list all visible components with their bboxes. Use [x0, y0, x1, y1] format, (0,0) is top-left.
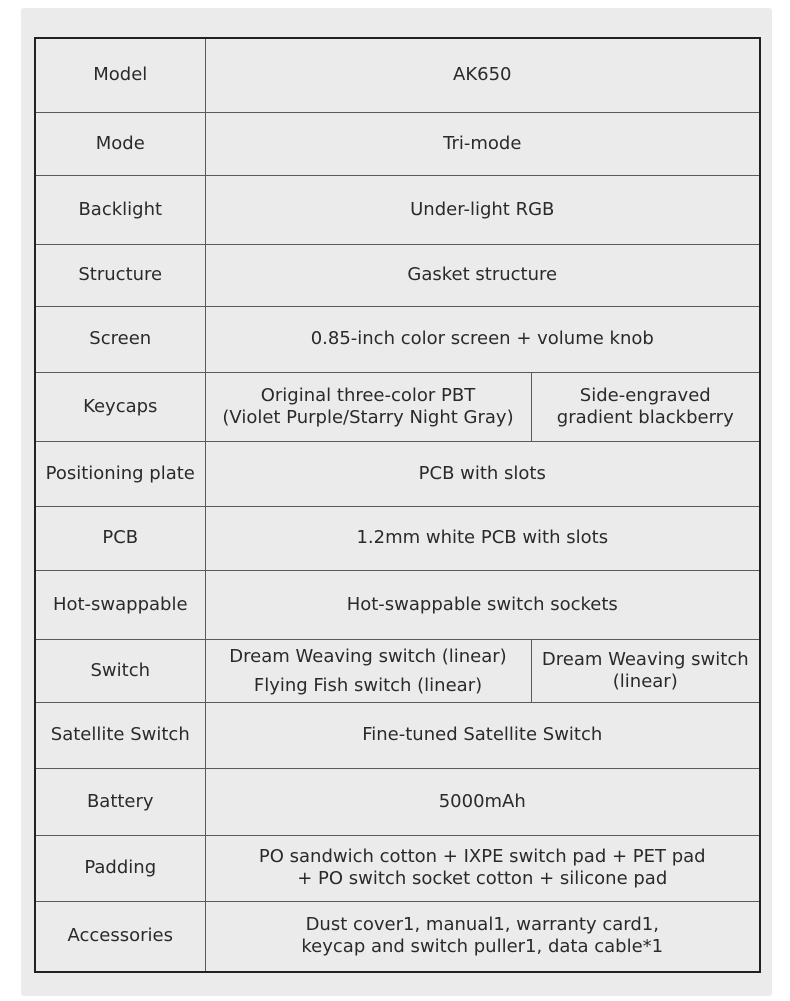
- row-label-pcb: PCB: [35, 506, 205, 570]
- spec-table: [34, 37, 761, 973]
- table-row: [35, 835, 760, 901]
- table-row: [35, 306, 760, 372]
- row-value-keycaps-b: [531, 372, 760, 441]
- row-value-screen: 0.85-inch color screen + volume knob: [205, 306, 760, 372]
- table-row: [35, 38, 760, 112]
- table-row: [35, 244, 760, 306]
- row-value-hot-swappable: Hot-swappable switch sockets: [205, 570, 760, 639]
- row-value-positioning-plate: PCB with slots: [205, 441, 760, 506]
- row-label-model: Model: [35, 38, 205, 112]
- row-label-positioning-plate: Positioning plate: [35, 441, 205, 506]
- switch-b-line-2: (linear): [612, 670, 678, 692]
- keycaps-b-line-1: Side-engraved: [579, 384, 711, 406]
- table-row: [35, 702, 760, 768]
- row-label-screen: Screen: [35, 306, 205, 372]
- switch-a-line-1: Dream Weaving switch (linear): [229, 645, 507, 667]
- row-value-satellite-switch: Fine-tuned Satellite Switch: [205, 702, 760, 768]
- row-label-hot-swappable: Hot-swappable: [35, 570, 205, 639]
- table-row: [35, 639, 760, 702]
- accessories-line-1: Dust cover1, manual1, warranty card1,: [305, 914, 659, 936]
- keycaps-a-line-2: (Violet Purple/Starry Night Gray): [222, 406, 514, 428]
- row-label-mode: Mode: [35, 112, 205, 175]
- row-label-battery: Battery: [35, 768, 205, 835]
- row-value-battery: 5000mAh: [205, 768, 760, 835]
- row-value-padding: [205, 835, 760, 901]
- row-value-structure: Gasket structure: [205, 244, 760, 306]
- row-value-accessories: [205, 901, 760, 972]
- keycaps-b-line-2: gradient blackberry: [556, 406, 734, 428]
- row-label-switch: Switch: [35, 639, 205, 702]
- row-value-backlight: Under-light RGB: [205, 175, 760, 244]
- table-row: [35, 901, 760, 972]
- row-value-model: AK650: [205, 38, 760, 112]
- row-label-backlight: Backlight: [35, 175, 205, 244]
- table-row: [35, 175, 760, 244]
- switch-b-line-1: Dream Weaving switch: [541, 648, 749, 670]
- table-row: [35, 112, 760, 175]
- table-row: [35, 372, 760, 441]
- row-value-pcb: 1.2mm white PCB with slots: [205, 506, 760, 570]
- row-label-accessories: Accessories: [35, 901, 205, 972]
- table-row: [35, 441, 760, 506]
- table-row: [35, 768, 760, 835]
- row-label-padding: Padding: [35, 835, 205, 901]
- row-value-mode: Tri-mode: [205, 112, 760, 175]
- switch-a-line-2: Flying Fish switch (linear): [253, 674, 483, 696]
- row-value-switch-b: [531, 639, 760, 702]
- row-value-switch-a: [205, 639, 531, 702]
- accessories-line-2: keycap and switch puller1, data cable*1: [301, 936, 664, 958]
- padding-line-1: PO sandwich cotton + IXPE switch pad + PET pad: [258, 846, 706, 867]
- padding-line-2: + PO switch socket cotton + silicone pad: [297, 868, 668, 889]
- keycaps-a-line-1: Original three-color PBT: [260, 384, 476, 406]
- row-label-satellite-switch: Satellite Switch: [35, 702, 205, 768]
- table-row: [35, 506, 760, 570]
- row-label-structure: Structure: [35, 244, 205, 306]
- row-label-keycaps: Keycaps: [35, 372, 205, 441]
- row-value-keycaps-a: [205, 372, 531, 441]
- table-row: [35, 570, 760, 639]
